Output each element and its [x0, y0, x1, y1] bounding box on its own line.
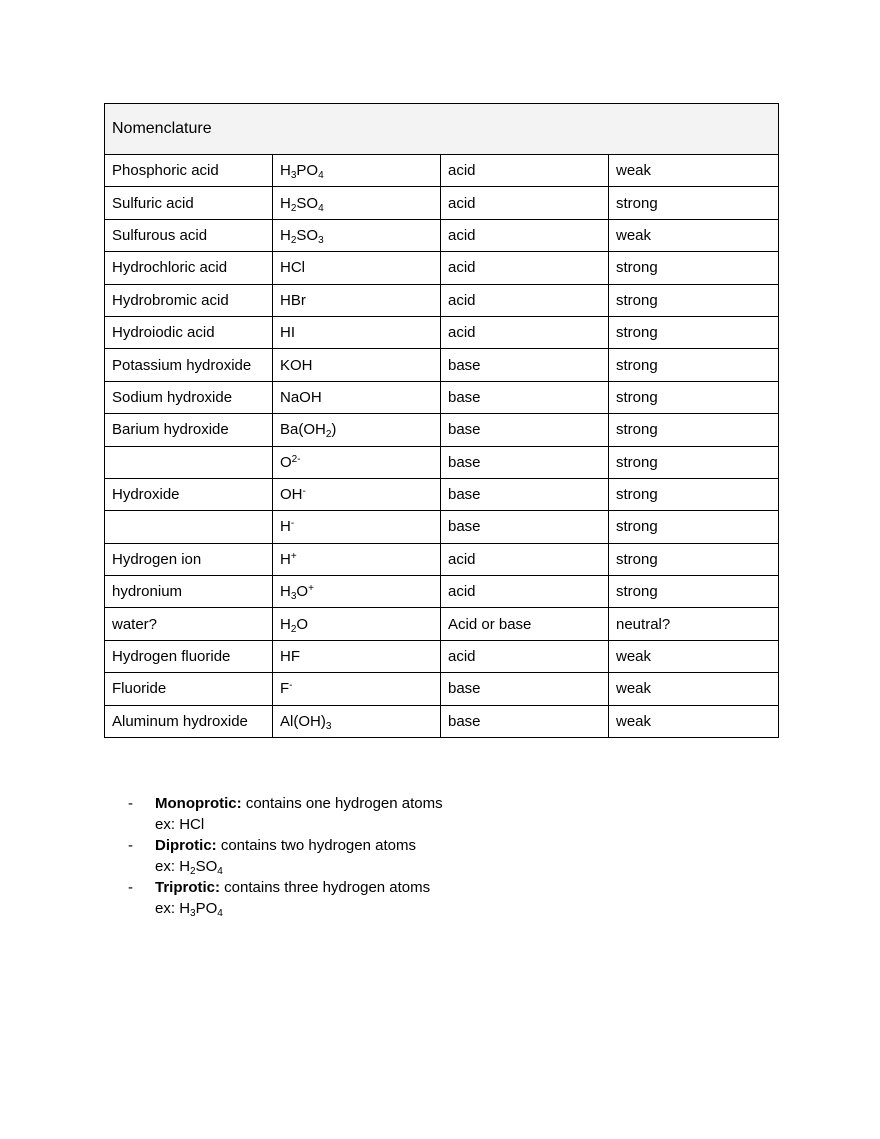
formula-text: O	[296, 615, 309, 633]
compound-name-cell: Barium hydroxide	[105, 414, 273, 446]
formula-text: HCl	[179, 816, 205, 833]
formula-cell	[273, 446, 441, 478]
formula-subscript: 2	[325, 429, 332, 441]
acid-base-cell: base	[441, 414, 609, 446]
formula-text: H	[179, 858, 191, 875]
formula-cell	[273, 478, 441, 510]
strength-cell: strong	[609, 349, 779, 381]
acid-base-cell: acid	[441, 316, 609, 348]
note-example	[155, 856, 728, 877]
note-text: contains one hydrogen atoms	[241, 795, 443, 812]
note-text: contains two hydrogen atoms	[216, 837, 416, 854]
formula-text: HCl	[280, 259, 305, 277]
formula-text: H	[179, 900, 191, 917]
formula-text: H	[280, 162, 291, 180]
strength-cell: weak	[609, 640, 779, 672]
acid-base-cell: base	[441, 349, 609, 381]
table-row	[105, 705, 779, 737]
formula-text: HF	[280, 648, 300, 666]
example-label: ex:	[155, 816, 180, 833]
compound-name-cell: Sodium hydroxide	[105, 381, 273, 413]
compound-name-cell: Hydrogen ion	[105, 543, 273, 575]
compound-name-cell: Hydroiodic acid	[105, 316, 273, 348]
note-text: contains three hydrogen atoms	[220, 879, 431, 896]
compound-name-cell: Hydrobromic acid	[105, 284, 273, 316]
formula-text: HBr	[280, 291, 306, 309]
strength-cell: strong	[609, 316, 779, 348]
acid-base-cell: acid	[441, 576, 609, 608]
compound-name-cell: water?	[105, 608, 273, 640]
formula-text: HI	[280, 324, 295, 342]
acid-base-cell: Acid or base	[441, 608, 609, 640]
table-row	[105, 381, 779, 413]
note-term: Monoprotic:	[155, 795, 242, 812]
table-body	[105, 155, 779, 738]
formula-subscript: 4	[217, 866, 223, 877]
table-row	[105, 155, 779, 187]
formula-superscript: +	[290, 550, 297, 562]
formula-text: SO	[296, 194, 319, 212]
formula-text: Ba(OH	[280, 421, 326, 439]
table-header-row	[105, 104, 779, 155]
formula-cell	[273, 284, 441, 316]
strength-cell: strong	[609, 576, 779, 608]
formula-text: Al(OH)	[280, 712, 326, 730]
strength-cell: strong	[609, 543, 779, 575]
strength-cell: weak	[609, 673, 779, 705]
formula-cell	[273, 155, 441, 187]
formula-text: H	[280, 615, 291, 633]
formula-cell	[273, 316, 441, 348]
compound-name-cell: Aluminum hydroxide	[105, 705, 273, 737]
strength-cell: strong	[609, 446, 779, 478]
table-row	[105, 316, 779, 348]
formula-cell	[273, 576, 441, 608]
table-row	[105, 349, 779, 381]
compound-name-cell: Sulfurous acid	[105, 219, 273, 251]
table-header: Nomenclature	[105, 104, 779, 155]
strength-cell: strong	[609, 478, 779, 510]
note-term: Diprotic:	[155, 837, 217, 854]
bullet-dash: -	[128, 837, 133, 854]
compound-name-cell	[105, 446, 273, 478]
acid-base-cell: base	[441, 673, 609, 705]
table-row	[105, 640, 779, 672]
table-row	[105, 576, 779, 608]
formula-subscript: 4	[318, 202, 324, 214]
table-row	[105, 187, 779, 219]
table-row	[105, 252, 779, 284]
formula-text: OH	[280, 486, 303, 504]
formula-text: NaOH	[280, 388, 322, 406]
table-row	[105, 673, 779, 705]
acid-base-cell: base	[441, 511, 609, 543]
strength-cell: weak	[609, 219, 779, 251]
protic-notes-list	[128, 793, 728, 919]
table-row	[105, 219, 779, 251]
compound-name-cell: Phosphoric acid	[105, 155, 273, 187]
acid-base-cell: acid	[441, 640, 609, 672]
formula-subscript: 3	[190, 908, 196, 919]
table-row	[105, 543, 779, 575]
formula-text: H	[280, 518, 291, 536]
formula-superscript: -	[302, 486, 306, 498]
table-row	[105, 478, 779, 510]
nomenclature-table	[104, 103, 779, 738]
formula-cell	[273, 381, 441, 413]
strength-cell: strong	[609, 187, 779, 219]
acid-base-cell: base	[441, 446, 609, 478]
formula-cell	[273, 640, 441, 672]
example-label: ex:	[155, 858, 180, 875]
strength-cell: strong	[609, 414, 779, 446]
formula-text: SO	[296, 226, 319, 244]
formula-text: )	[331, 421, 337, 439]
compound-name-cell: Hydroxide	[105, 478, 273, 510]
formula-subscript: 3	[290, 170, 297, 182]
table-row	[105, 414, 779, 446]
strength-cell: strong	[609, 511, 779, 543]
formula-superscript: +	[308, 583, 314, 595]
formula-text: O	[280, 453, 292, 471]
formula-cell	[273, 252, 441, 284]
acid-base-cell: acid	[441, 543, 609, 575]
formula-text: F	[280, 680, 290, 698]
table-row	[105, 608, 779, 640]
formula-superscript: -	[289, 680, 293, 692]
example-label: ex:	[155, 900, 180, 917]
compound-name-cell	[105, 511, 273, 543]
strength-cell: strong	[609, 381, 779, 413]
formula-subscript: 3	[325, 720, 332, 732]
list-item	[128, 877, 728, 919]
strength-cell: strong	[609, 284, 779, 316]
note-term: Triprotic:	[155, 879, 221, 896]
formula-superscript: -	[290, 518, 295, 530]
bullet-dash: -	[128, 879, 133, 896]
formula-text: H	[280, 194, 291, 212]
compound-name-cell: Potassium hydroxide	[105, 349, 273, 381]
acid-base-cell: acid	[441, 187, 609, 219]
acid-base-cell: base	[441, 478, 609, 510]
compound-name-cell: Fluoride	[105, 673, 273, 705]
formula-subscript: 2	[290, 234, 297, 246]
acid-base-cell: acid	[441, 252, 609, 284]
acid-base-cell: base	[441, 705, 609, 737]
formula-subscript: 2	[290, 202, 297, 214]
formula-text: O	[296, 583, 309, 601]
strength-cell: strong	[609, 252, 779, 284]
formula-cell	[273, 705, 441, 737]
formula-cell	[273, 414, 441, 446]
compound-name-cell: Hydrochloric acid	[105, 252, 273, 284]
note-example	[155, 814, 728, 835]
acid-base-cell: base	[441, 381, 609, 413]
formula-text: H	[280, 583, 291, 601]
list-item	[128, 793, 728, 835]
formula-cell	[273, 349, 441, 381]
formula-text: H	[280, 226, 291, 244]
formula-text: KOH	[280, 356, 313, 374]
compound-name-cell: Sulfuric acid	[105, 187, 273, 219]
table-row	[105, 511, 779, 543]
formula-cell	[273, 511, 441, 543]
formula-cell	[273, 673, 441, 705]
formula-text: PO	[195, 900, 218, 917]
formula-cell	[273, 608, 441, 640]
acid-base-cell: acid	[441, 219, 609, 251]
formula-text: PO	[296, 162, 319, 180]
formula-subscript: 2	[290, 623, 297, 635]
formula-cell	[273, 187, 441, 219]
strength-cell: neutral?	[609, 608, 779, 640]
formula-text: SO	[195, 858, 218, 875]
formula-subscript: 4	[318, 170, 324, 182]
formula-subscript: 3	[318, 234, 324, 246]
formula-superscript: 2-	[291, 453, 301, 465]
acid-base-cell: acid	[441, 155, 609, 187]
table-row	[105, 446, 779, 478]
compound-name-cell: Hydrogen fluoride	[105, 640, 273, 672]
note-example	[155, 898, 728, 919]
formula-cell	[273, 219, 441, 251]
bullet-dash: -	[128, 795, 133, 812]
list-item	[128, 835, 728, 877]
formula-subscript: 3	[290, 591, 297, 603]
strength-cell: weak	[609, 155, 779, 187]
formula-subscript: 4	[217, 908, 223, 919]
formula-text: H	[280, 550, 291, 568]
compound-name-cell: hydronium	[105, 576, 273, 608]
strength-cell: weak	[609, 705, 779, 737]
acid-base-cell: acid	[441, 284, 609, 316]
table-row	[105, 284, 779, 316]
formula-subscript: 2	[190, 866, 196, 877]
formula-cell	[273, 543, 441, 575]
